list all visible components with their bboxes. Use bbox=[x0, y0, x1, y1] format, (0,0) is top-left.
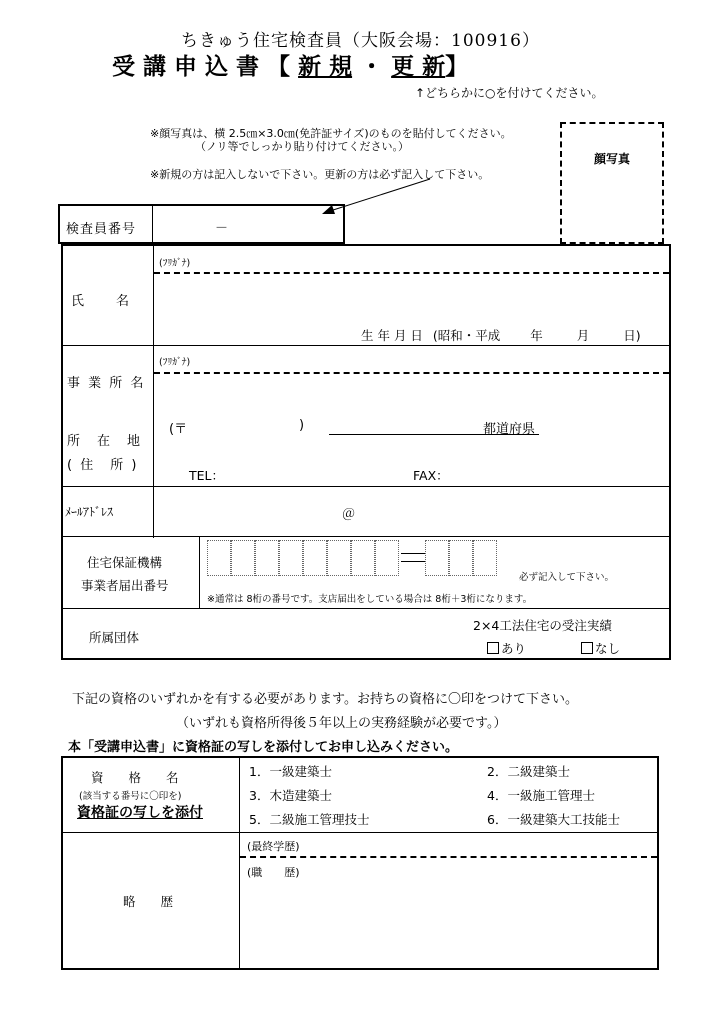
inspector-number-note: ※新規の方は記入しないで下さい。更新の方は必ず記入して下さい。 bbox=[150, 168, 490, 181]
registration-label-2: 事業者届出番号 bbox=[81, 578, 169, 593]
birth-day: 日) bbox=[623, 328, 641, 343]
twobyfour-no[interactable] bbox=[581, 639, 620, 657]
career-label: (職 歴) bbox=[247, 866, 300, 879]
name-furigana-field[interactable] bbox=[154, 248, 669, 272]
option-renew[interactable]: 更 新 bbox=[391, 54, 446, 80]
fax-label: FAX： bbox=[413, 468, 449, 483]
postal-code-field[interactable] bbox=[187, 416, 297, 436]
name-field[interactable] bbox=[154, 276, 669, 320]
qualification-option-6[interactable]: 6．一級建築大工技能士 bbox=[487, 812, 620, 827]
photo-size-note: ※顔写真は、横 2.5㎝×3.0㎝(免許証サイズ)のものを貼付してください。 bbox=[150, 127, 512, 140]
option-new[interactable]: 新 規 bbox=[298, 54, 353, 80]
qualification-option-5[interactable]: 5．二級施工管理技士 bbox=[249, 812, 370, 827]
address-sub-label: ( 住 所 ) bbox=[67, 458, 139, 473]
name-label: 氏 名 bbox=[71, 294, 132, 309]
form-title bbox=[112, 48, 468, 81]
inspector-number-label: 検査員番号 bbox=[66, 222, 137, 237]
birth-date-label: 生 年 月 日 bbox=[361, 328, 423, 343]
email-at: ＠ bbox=[342, 507, 356, 522]
birth-month: 月 bbox=[576, 328, 590, 343]
history-label: 略 歴 bbox=[123, 894, 174, 909]
organization-field[interactable] bbox=[183, 614, 463, 656]
inspector-number-box bbox=[58, 204, 345, 244]
twobyfour-no-label: なし bbox=[595, 641, 621, 656]
bracket-close: 】 bbox=[445, 54, 469, 80]
attach-certificate-note: 資格証の写しを添付 bbox=[77, 805, 203, 821]
office-furigana-label: (ﾌﾘｶﾞﾅ) bbox=[159, 357, 191, 368]
registration-digit-note: ※通常は 8桁の番号です。支店届出をしている場合は 8桁＋3桁になります。 bbox=[207, 594, 533, 605]
twobyfour-yes[interactable] bbox=[487, 639, 526, 657]
career-field[interactable] bbox=[243, 880, 653, 964]
education-label: (最終学歴) bbox=[247, 840, 300, 853]
event-title: ちきゅう住宅検査員（大阪会場：100916） bbox=[181, 31, 540, 51]
registration-required-note: 必ず記入して下さい。 bbox=[519, 572, 615, 583]
qualification-option-3[interactable]: 3．木造建築士 bbox=[249, 788, 332, 803]
photo-box[interactable] bbox=[560, 122, 664, 244]
name-furigana-label: (ﾌﾘｶﾞﾅ) bbox=[159, 258, 191, 269]
office-name-label: 事 業 所 名 bbox=[67, 376, 146, 391]
address-label: 所 在 地 bbox=[67, 434, 143, 449]
tel-field[interactable] bbox=[229, 462, 399, 482]
fax-field[interactable] bbox=[455, 462, 655, 482]
qualification-sub-label: (該当する番号に〇印を) bbox=[79, 791, 182, 802]
qualification-label: 資 格 名 bbox=[91, 770, 179, 785]
email-label: ﾒｰﾙｱﾄﾞﾚｽ bbox=[65, 505, 114, 519]
instruction-line-2: （いずれも資格所得後５年以上の実務経験が必要です。） bbox=[176, 716, 507, 731]
education-field[interactable] bbox=[313, 835, 653, 855]
photo-label: 顔写真 bbox=[593, 152, 630, 166]
birth-era: (昭和・平成 bbox=[432, 328, 501, 343]
qualification-option-4[interactable]: 4．一級施工管理士 bbox=[487, 788, 595, 803]
birth-date-row[interactable] bbox=[361, 326, 641, 344]
checkbox-no[interactable] bbox=[581, 642, 593, 654]
qualification-option-2[interactable]: 2．二級建築士 bbox=[487, 764, 570, 779]
postal-open: (〒 bbox=[169, 422, 188, 437]
option-separator: ・ bbox=[360, 54, 384, 80]
inspector-number-field[interactable] bbox=[155, 206, 343, 244]
main-form bbox=[61, 244, 671, 660]
inspector-number-dash: － bbox=[215, 221, 229, 236]
form-title-label: 受 講 申 込 書 bbox=[112, 54, 260, 80]
organization-label: 所属団体 bbox=[89, 630, 140, 645]
qualification-option-1[interactable]: 1．一級建築士 bbox=[249, 764, 332, 779]
checkbox-yes[interactable] bbox=[487, 642, 499, 654]
twobyfour-label: 2×4工法住宅の受注実績 bbox=[473, 618, 612, 633]
bracket-open: 【 bbox=[267, 54, 291, 80]
photo-paste-note: （ノリ等でしっかり貼り付けてください。） bbox=[195, 140, 410, 153]
instruction-line-1: 下記の資格のいずれかを有する必要があります。お持ちの資格に〇印をつけて下さい。 bbox=[72, 692, 578, 707]
instruction-line-3: 本「受講申込書」に資格証の写しを添付してお申し込みください。 bbox=[68, 740, 459, 755]
office-furigana-field[interactable] bbox=[154, 347, 669, 371]
registration-number-field[interactable] bbox=[207, 540, 497, 580]
tel-label: TEL： bbox=[189, 468, 224, 483]
circle-instruction: ↑どちらかに○を付けてください。 bbox=[415, 86, 604, 100]
postal-close: ) bbox=[299, 418, 305, 433]
email-field[interactable] bbox=[154, 487, 669, 535]
birth-year: 年 bbox=[530, 328, 543, 343]
twobyfour-yes-label: あり bbox=[501, 641, 527, 656]
registration-label-1: 住宅保証機構 bbox=[87, 555, 163, 570]
prefecture-label: 都道府県 bbox=[483, 422, 536, 437]
qualification-box bbox=[61, 756, 659, 970]
